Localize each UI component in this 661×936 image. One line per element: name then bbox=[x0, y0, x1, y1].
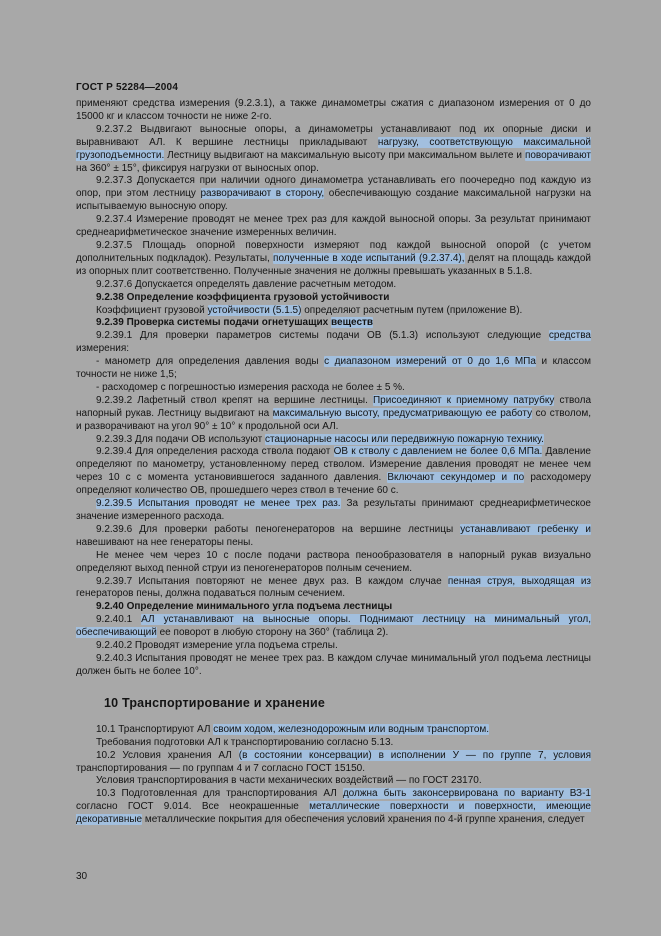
text-run: 9.2.37.4 Измерение проводят не менее трех раз для каждой выносной опоры. За результат принимают среднеарифметическое значение измеренных величин. bbox=[76, 214, 591, 239]
text-run: - расходомер с погрешностью измерения расхода не более ± 5 %. bbox=[96, 381, 405, 393]
text-run: 10.1 Транспортируют АЛ bbox=[96, 723, 214, 735]
paragraph bbox=[76, 175, 591, 214]
text-run: транспортирования — по группам 4 и 7 согласно ГОСТ 15150. bbox=[76, 762, 365, 774]
text-run: Не менее чем через 10 с после подачи раствора пенообразователя в напорный рукав визуально определяют выход пенной струи из пеногенераторов полным сечением. bbox=[76, 549, 591, 574]
text-run: и классом точности не ниже 1,5; bbox=[76, 356, 592, 381]
paragraph bbox=[76, 498, 591, 524]
text-highlight: устанавливают гребенку и bbox=[460, 523, 591, 535]
text-run: ствола напорный рукав. Лестницу выдвигают на bbox=[76, 394, 591, 419]
text-highlight: нагрузку, соответствующую максимальной грузоподъемности. bbox=[76, 136, 591, 161]
text-highlight: устойчивости (5.1.5) bbox=[207, 304, 302, 316]
text-run: 9.2.39.4 Для определения расхода ствола подают bbox=[96, 446, 334, 458]
text-run: 9.2.39.7 Испытания повторяют не менее двух раз. В каждом случае bbox=[96, 575, 448, 587]
paragraph bbox=[76, 382, 591, 395]
text-highlight: Включают секундомер и по bbox=[387, 472, 525, 484]
text-highlight: Присоединяют к приемному патрубку bbox=[372, 394, 555, 406]
paragraph bbox=[76, 653, 591, 679]
text-run: 9.2.37.5 Площадь опорной поверхности измеряют под каждой выносной опорой (с учетом дополнительных подкладок). Результаты, bbox=[76, 239, 591, 264]
text-run: 9.2.40.2 Проводят измерение угла подъема стрелы. bbox=[96, 640, 338, 652]
text-run: делят на площадь каждой из опорных плит соответственно. Полученные значения не должны превышать указанных в 5.1.8. bbox=[76, 252, 591, 277]
text-run: Требования подготовки АЛ к транспортированию согласно 5.13. bbox=[96, 736, 394, 748]
text-run: определяют расчетным путем (приложение В). bbox=[301, 304, 523, 316]
paragraph bbox=[76, 305, 591, 318]
text-run: 10.3 Подготовленная для транспортирования АЛ bbox=[96, 788, 343, 800]
paragraph bbox=[76, 640, 591, 653]
text-run: Коэффициент грузовой bbox=[96, 304, 208, 316]
text-run: измерения: bbox=[76, 343, 130, 355]
paragraph bbox=[76, 614, 591, 640]
paragraph bbox=[76, 98, 591, 124]
text-run: Лестницу выдвигают на максимальную высоту при максимальном вылете и bbox=[164, 149, 525, 161]
text-highlight: полученные в ходе испытаний (9.2.37.4), bbox=[273, 252, 465, 264]
paragraph bbox=[76, 775, 591, 788]
paragraph bbox=[76, 395, 591, 434]
text-run: 9.2.39 Проверка системы подачи огнетушащих bbox=[96, 317, 332, 329]
paragraph bbox=[76, 788, 591, 827]
paragraph bbox=[76, 446, 591, 498]
paragraph bbox=[76, 214, 591, 240]
text-run: 9.2.37.3 Допускается при наличии одного динамометра устанавливать его поочередно под каждую из опор, при этом лестницу bbox=[76, 175, 591, 200]
paragraph bbox=[76, 124, 591, 176]
paragraph bbox=[76, 524, 591, 550]
text-run: применяют средства измерения (9.2.3.1), а также динамометры сжатия с диапазоном измерения от 0 до 15000 кг и классом точности не ниже 2-го. bbox=[76, 98, 591, 122]
text-run: 9.2.40.1 bbox=[96, 614, 142, 626]
text-run: Условия транспортирования в части механических воздействий — по ГОСТ 23170. bbox=[96, 775, 482, 787]
text-run: согласно ГОСТ 9.014. Все неокрашенные bbox=[76, 801, 310, 813]
paragraph bbox=[76, 292, 591, 305]
text-run: 10.2 Условия хранения АЛ bbox=[96, 749, 239, 761]
text-highlight: ОВ к стволу с давлением не более 0,6 МПа. bbox=[333, 446, 543, 458]
text-run: 10 Транспортирование и хранение bbox=[104, 695, 326, 710]
paragraph bbox=[76, 317, 591, 330]
paragraph bbox=[76, 601, 591, 614]
text-run: 9.2.40.3 Испытания проводят не менее трех раз. В каждом случае минимальный угол подъема лестницы должен быть не более 10°. bbox=[76, 652, 591, 677]
text-highlight: максимальную высоту, предусматривающую ее работу bbox=[272, 407, 533, 419]
text-run: 9.2.37.2 Выдвигают выносные опоры, а динамометры устанавливают под их опорные диски и выравнивают АЛ. К вершине лестницы прикладывают bbox=[76, 123, 591, 148]
paragraph bbox=[76, 240, 591, 279]
text-highlight: металлические поверхности и поверхности, имеющие декоративные bbox=[76, 801, 591, 826]
text-highlight: (в состоянии консервации) в исполнении У — по группе 7, условия bbox=[238, 749, 592, 761]
text-run: расходомеру определяют количество ОВ, прошедшего через ствол в течение 60 с. bbox=[76, 472, 591, 497]
paragraph bbox=[76, 724, 591, 737]
text-run: навешивают на нее генераторы пены. bbox=[76, 536, 254, 548]
paragraph bbox=[76, 576, 591, 602]
paragraph bbox=[76, 356, 591, 382]
text-highlight: должна быть законсервирована по варианту ВЗ-1 bbox=[342, 788, 591, 800]
paragraph bbox=[76, 330, 591, 356]
text-run: Давление определяют по манометру, установленному перед стволом. Измерение давления проводят не менее чем через 10 с с момента установившегося заданного давления. bbox=[76, 446, 591, 484]
text-run: на 360° ± 15°, фиксируя нагрузки от выносных опор. bbox=[76, 162, 319, 174]
paragraph bbox=[76, 750, 591, 776]
text-run: обеспечивающую создание максимальной нагрузки на испытываемую выносную опору. bbox=[76, 188, 592, 213]
text-run: 9.2.39.1 Для проверки параметров системы подачи ОВ (5.1.3) используют следующие bbox=[96, 330, 549, 342]
document-content bbox=[76, 98, 591, 827]
paragraph bbox=[76, 279, 591, 292]
text-run: 9.2.40 Определение минимального угла подъема лестницы bbox=[96, 601, 393, 613]
text-run: - манометр для определения давления воды bbox=[96, 356, 325, 368]
text-highlight: веществ bbox=[331, 317, 374, 329]
text-run: 9.2.39.6 Для проверки работы пеногенераторов на вершине лестницы bbox=[96, 523, 461, 535]
text-highlight: АЛ устанавливают на выносные опоры. Поднимают лестницу на минимальный угол, обеспечивающий bbox=[76, 614, 592, 639]
text-run: 9.2.37.6 Допускается определять давление расчетным методом. bbox=[96, 278, 397, 290]
text-run: ее поворот в любую сторону на 360° (таблица 2). bbox=[156, 627, 389, 639]
text-run: металлические покрытия для обеспечения условий хранения по 4-й группе хранения, следует bbox=[142, 814, 585, 826]
paragraph bbox=[76, 550, 591, 576]
section-heading bbox=[104, 696, 591, 710]
page-number: 30 bbox=[76, 871, 88, 882]
text-highlight: 9.2.39.5 Испытания проводят не менее трех раз. bbox=[96, 498, 341, 510]
text-run: генераторов пены, должна подаваться полным сечением. bbox=[76, 588, 345, 600]
text-highlight: поворачивают bbox=[524, 149, 591, 161]
paragraph bbox=[76, 434, 591, 447]
text-highlight: стационарные насосы или передвижную пожарную технику. bbox=[264, 433, 544, 445]
text-highlight: своим ходом, железнодорожным или водным транспортом. bbox=[213, 723, 490, 735]
text-highlight: пенная струя, выходящая из bbox=[447, 575, 591, 587]
text-run: За результаты принимают среднеарифметическое значение измеренного расхода. bbox=[76, 498, 591, 522]
document-header: ГОСТ Р 52284—2004 bbox=[76, 82, 179, 93]
text-run: 9.2.39.3 Для подачи ОВ используют bbox=[96, 433, 265, 445]
text-run: со стволом, и разворачивают на угол 90° ± 10° к продольной оси АЛ. bbox=[76, 407, 591, 432]
text-run: 9.2.38 Определение коэффициента грузовой устойчивости bbox=[96, 291, 390, 303]
paragraph bbox=[76, 737, 591, 750]
text-highlight: с диапазоном измерений от 0 до 1,6 МПа bbox=[324, 356, 536, 368]
text-run: 9.2.39.2 Лафетный ствол крепят на вершине лестницы. bbox=[96, 394, 373, 406]
text-highlight: средства bbox=[548, 330, 591, 342]
text-highlight: разворачивают в сторону, bbox=[200, 188, 325, 200]
